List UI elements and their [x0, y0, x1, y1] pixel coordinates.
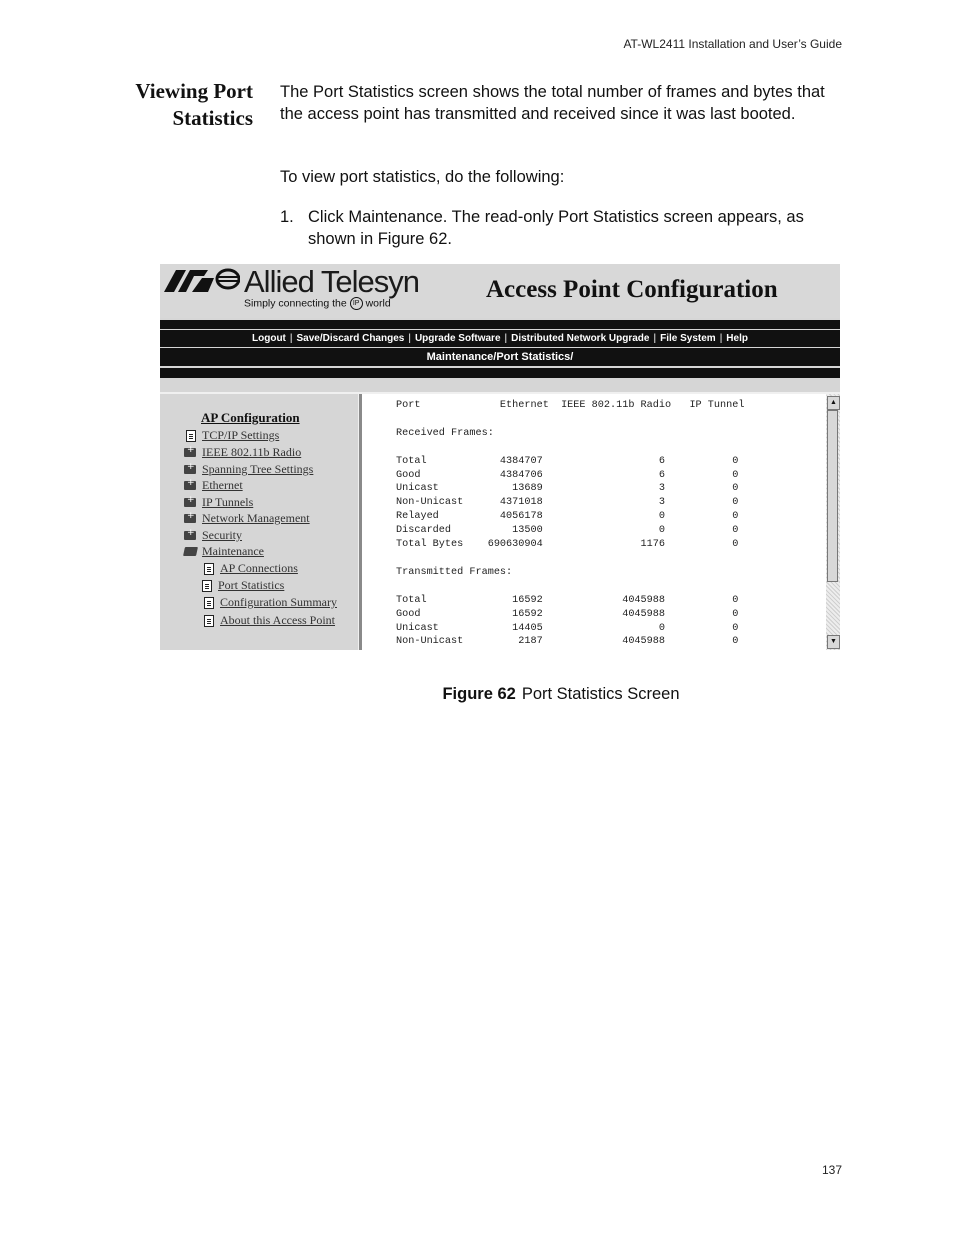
folder-icon	[184, 448, 196, 457]
tree-item-security[interactable]	[184, 528, 242, 543]
folder-icon	[184, 514, 196, 523]
top-nav	[160, 330, 840, 347]
help-link[interactable]: Help	[726, 333, 748, 344]
tree-item-label: IP Tunnels	[202, 495, 254, 509]
tree-item-label: IEEE 802.11b Radio	[202, 445, 302, 459]
folder-icon	[184, 465, 196, 474]
document-icon	[204, 597, 214, 609]
distributed-upgrade-link[interactable]: Distributed Network Upgrade	[511, 333, 650, 344]
step-text: Click Maintenance. The read-only Port Statistics screen appears, as shown in Figure 62.	[308, 208, 804, 248]
step-number: 1.	[280, 208, 294, 226]
allied-telesyn-logo-icon	[164, 268, 240, 294]
tagline-text: Simply connecting the	[244, 297, 347, 310]
tree-item-configuration-summary[interactable]	[204, 595, 337, 610]
tree-item-label: Network Management	[202, 511, 310, 525]
stats-scrollbar[interactable]	[826, 394, 840, 650]
tree-item-spanning-tree[interactable]	[184, 462, 313, 477]
tree-item-label: Ethernet	[202, 478, 243, 492]
running-header: AT-WL2411 Installation and User’s Guide	[623, 37, 842, 51]
scroll-thumb[interactable]	[827, 410, 838, 582]
intro-paragraph: The Port Statistics screen shows the total number of frames and bytes that the access point has transmitted and received since it was last booted.	[280, 83, 825, 123]
upgrade-software-link[interactable]: Upgrade Software	[414, 333, 501, 344]
tree-item-label: TCP/IP Settings	[202, 428, 280, 442]
section-heading	[100, 78, 253, 132]
section-heading-line2: Statistics	[172, 106, 253, 130]
tree-item-label: Spanning Tree Settings	[202, 462, 314, 476]
ip-circle-icon: IP	[350, 297, 363, 310]
nav-separator: |	[289, 333, 293, 344]
tree-item-network-management[interactable]	[184, 511, 310, 526]
folder-icon	[184, 498, 196, 507]
tree-item-label: Port Statistics	[218, 578, 285, 592]
figure-caption	[0, 685, 954, 704]
tree-item-label: AP Connections	[220, 561, 298, 575]
nav-separator: |	[719, 333, 723, 344]
tree-item-ethernet[interactable]	[184, 478, 243, 493]
tree-item-label: About this Access Point	[220, 613, 336, 627]
figure-number: Figure 62	[442, 685, 516, 703]
breadcrumb: Maintenance/Port Statistics/	[160, 348, 840, 366]
nav-separator: |	[504, 333, 508, 344]
tree-title[interactable]: AP Configuration	[201, 410, 300, 425]
tree-item-radio[interactable]	[184, 445, 301, 460]
folder-icon	[184, 531, 196, 540]
tree-item-ap-connections[interactable]	[204, 561, 298, 576]
instruction-paragraph: To view port statistics, do the following:	[280, 168, 565, 186]
logo-wordmark: Allied Telesyn	[244, 264, 419, 299]
step-1	[280, 206, 840, 250]
document-icon	[202, 580, 212, 592]
section-heading-line1: Viewing Port	[135, 79, 253, 103]
tree-item-port-statistics[interactable]	[202, 578, 284, 593]
app-banner	[160, 264, 840, 318]
port-statistics-table: Port Ethernet IEEE 802.11b Radio IP Tunnel Received Frames: Total 4384707 6 0 Good 4384706 6 0 Unicast 13689 3 0 Non-Unicast 4371018 3 0 Relayed 4056178 0 0 Discarded 13500 0 0 Total Bytes 690630904 1176 0 Transmitted Frames: Total 16592 4045988 0 Good 16592 4045988 0 Unicast 14405 0 0 Non-Unicast 2187 4045988 0	[396, 400, 745, 648]
tree-item-maintenance[interactable]	[184, 544, 264, 559]
save-discard-link[interactable]: Save/Discard Changes	[296, 333, 405, 344]
tree-item-label: Configuration Summary	[220, 595, 337, 609]
page-number: 137	[821, 1163, 842, 1177]
logo-tagline	[244, 297, 391, 310]
figure-title: Port Statistics Screen	[521, 685, 680, 703]
tree-item-label: Maintenance	[202, 544, 264, 558]
scroll-up-arrow-icon[interactable]: ▲	[827, 396, 840, 410]
banner-divider	[160, 320, 840, 329]
tree-item-label: Security	[202, 528, 242, 542]
config-tree	[160, 394, 358, 650]
document-icon	[186, 430, 196, 442]
tree-item-about-access-point[interactable]	[204, 613, 335, 628]
document-icon	[204, 615, 214, 627]
tree-item-tcpip-settings[interactable]	[186, 428, 279, 443]
path-divider	[160, 368, 840, 378]
port-statistics-pane	[362, 394, 826, 650]
port-statistics-screenshot	[160, 264, 840, 650]
scroll-down-arrow-icon[interactable]: ▼	[827, 635, 840, 649]
nav-separator: |	[653, 333, 657, 344]
file-system-link[interactable]: File System	[660, 333, 716, 344]
logout-link[interactable]: Logout	[252, 333, 286, 344]
tagline-text-end: world	[365, 297, 391, 310]
nav-separator: |	[408, 333, 411, 344]
tree-item-ip-tunnels[interactable]	[184, 495, 253, 510]
app-title: Access Point Configuration	[486, 276, 778, 303]
folder-open-icon	[183, 547, 198, 556]
folder-icon	[184, 481, 196, 490]
document-icon	[204, 563, 214, 575]
